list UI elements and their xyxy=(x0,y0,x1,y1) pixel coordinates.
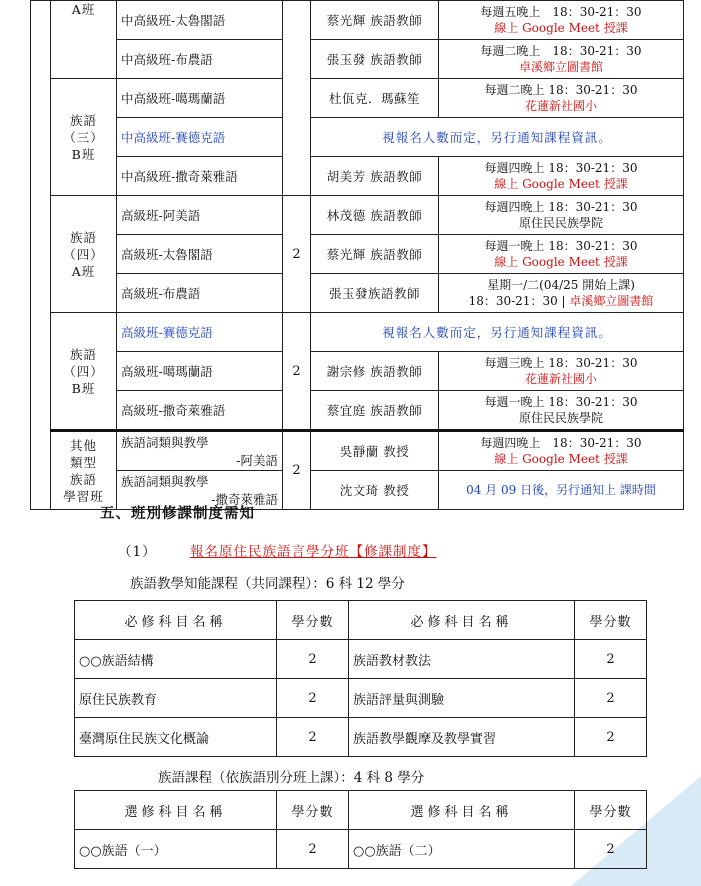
credit-cell: 2 xyxy=(575,640,647,679)
core-courses-subtitle: 族語教學知能課程（共同課程）：6 科 12 學分 xyxy=(130,576,405,592)
teacher-cell: 謝宗修 族語教師 xyxy=(311,352,439,391)
left-margin-cell xyxy=(31,1,51,510)
table-row xyxy=(31,196,684,235)
teacher-cell: 蔡光輝 族語教師 xyxy=(311,1,439,40)
credit-cell: 2 xyxy=(575,679,647,718)
course-cell: 中高級班-噶瑪蘭語 xyxy=(117,79,283,118)
course-name-cell: ○○族語（二） xyxy=(349,830,575,869)
course-cell: 中高級班-太魯閣語 xyxy=(117,1,283,40)
column-header: 學分數 xyxy=(277,601,349,640)
table-row xyxy=(31,391,684,431)
time-cell: 每週四晚上 18：30-21：30 線上 Google Meet 授課 xyxy=(439,157,684,196)
course-cell: 中高級班-撒奇萊雅語 xyxy=(117,157,283,196)
note-cell: 視報名人數而定，另行通知課程資訊。 xyxy=(311,313,684,352)
note-cell: 視報名人數而定，另行通知課程資訊。 xyxy=(311,118,684,157)
location-text: 花蓮新社國小 xyxy=(524,99,597,113)
table-row xyxy=(75,640,647,679)
language-courses-table xyxy=(74,790,647,869)
teacher-cell: 蔡光輝 族語教師 xyxy=(311,235,439,274)
time-cell: 星期一/二(04/25 開始上課) 18：30-21：30 | 卓溪鄉立圖書館 xyxy=(439,274,684,313)
course-name-cell: 族語教學觀摩及教學實習 xyxy=(349,718,575,757)
table-header-row xyxy=(75,791,647,830)
teacher-cell: 吳靜蘭 教授 xyxy=(311,431,439,471)
group-cell: A班 xyxy=(51,1,117,79)
teacher-cell: 沈文琦 教授 xyxy=(311,471,439,510)
course-cell: 高級班-布農語 xyxy=(117,274,283,313)
item-number: （1） xyxy=(118,544,157,560)
time-cell: 每週二晚上 18：30-21：30 卓溪鄉立圖書館 xyxy=(439,40,684,79)
credit-cell: 2 xyxy=(277,640,349,679)
column-header: 學分數 xyxy=(575,601,647,640)
course-cell: 族語詞類與教學 -阿美語 xyxy=(117,431,283,471)
location-text: 線上 Google Meet 授課 xyxy=(494,255,628,269)
column-header: 必修科目名稱 xyxy=(75,601,277,640)
time-cell: 每週一晚上 18：30-21：30 線上 Google Meet 授課 xyxy=(439,235,684,274)
table-row xyxy=(31,274,684,313)
group-cell: 族語 （三） B班 xyxy=(51,79,117,196)
time-cell: 每週二晚上 18：30-21：30 花蓮新社國小 xyxy=(439,79,684,118)
location-text: 線上 Google Meet 授課 xyxy=(494,177,628,191)
group-cell: 其他 類型 族語 學習班 xyxy=(51,431,117,510)
course-cell: 高級班-太魯閣語 xyxy=(117,235,283,274)
time-cell: 每週一晚上 18：30-21：30 原住民民族學院 xyxy=(439,391,684,431)
table-row xyxy=(31,118,684,157)
course-cell: 中高級班-賽德克語 xyxy=(117,118,283,157)
course-cell: 高級班-噶瑪蘭語 xyxy=(117,352,283,391)
item-title: 報名原住民族語言學分班【修課制度】 xyxy=(190,544,437,560)
core-courses-table xyxy=(74,600,647,757)
course-name-cell: ○○族語（一） xyxy=(75,830,277,869)
table-row xyxy=(31,157,684,196)
credit-cell: 2 xyxy=(283,196,311,313)
credit-cell: 2 xyxy=(283,313,311,431)
location-text: 線上 Google Meet 授課 xyxy=(494,452,628,466)
credit-cell: 2 xyxy=(277,830,349,869)
time-cell: 每週五晚上 18：30-21：30 線上 Google Meet 授課 xyxy=(439,1,684,40)
teacher-cell: 杜佤克．瑪蘇笙 xyxy=(311,79,439,118)
course-name-cell: ○○族語結構 xyxy=(75,640,277,679)
location-text: 原住民民族學院 xyxy=(518,216,603,230)
table-header-row xyxy=(75,601,647,640)
table-row xyxy=(75,718,647,757)
column-header: 選修科目名稱 xyxy=(349,791,575,830)
language-courses-subtitle: 族語課程（依族語別分班上課）：4 科 8 學分 xyxy=(158,770,425,786)
table-row xyxy=(31,40,684,79)
column-header: 學分數 xyxy=(575,791,647,830)
teacher-cell: 林茂德 族語教師 xyxy=(311,196,439,235)
table-row xyxy=(75,679,647,718)
time-cell: 每週三晚上 18：30-21：30 花蓮新社國小 xyxy=(439,352,684,391)
course-name-cell: 族語評量與測驗 xyxy=(349,679,575,718)
class-schedule-table xyxy=(30,0,684,510)
column-header: 選修科目名稱 xyxy=(75,791,277,830)
course-name-cell: 族語教材教法 xyxy=(349,640,575,679)
table-row xyxy=(31,313,684,352)
course-cell: 族語詞類與教學 -撒奇萊雅語 xyxy=(117,471,283,510)
credit-cell: 2 xyxy=(277,679,349,718)
location-text: 原住民民族學院 xyxy=(518,411,603,425)
teacher-cell: 張玉發族語教師 xyxy=(311,274,439,313)
location-text: 卓溪鄉立圖書館 xyxy=(518,60,603,74)
course-cell: 高級班-撒奇萊雅語 xyxy=(117,391,283,431)
table-row xyxy=(31,79,684,118)
credit-cell: 2 xyxy=(575,718,647,757)
credit-cell xyxy=(283,1,311,196)
course-cell: 中高級班-布農語 xyxy=(117,40,283,79)
teacher-cell: 胡美芳 族語教師 xyxy=(311,157,439,196)
credit-cell: 2 xyxy=(575,830,647,869)
note-cell: 04 月 09 日後，另行通知上 課時間 xyxy=(439,471,684,510)
time-cell: 每週四晚上 18：30-21：30 原住民民族學院 xyxy=(439,196,684,235)
course-name-cell: 臺灣原住民族文化概論 xyxy=(75,718,277,757)
table-row xyxy=(31,235,684,274)
location-text: 線上 Google Meet 授課 xyxy=(494,21,628,35)
credit-cell: 2 xyxy=(277,718,349,757)
course-cell: 高級班-賽德克語 xyxy=(117,313,283,352)
group-cell: 族語 （四） B班 xyxy=(51,313,117,431)
table-row xyxy=(31,352,684,391)
table-row xyxy=(75,830,647,869)
time-cell: 每週四晚上 18：30-21：30 線上 Google Meet 授課 xyxy=(439,431,684,471)
section-heading: 五、班別修課制度需知 xyxy=(100,505,255,522)
course-cell: 高級班-阿美語 xyxy=(117,196,283,235)
teacher-cell: 張玉發 族語教師 xyxy=(311,40,439,79)
course-name-cell: 原住民族教育 xyxy=(75,679,277,718)
credit-cell: 2 xyxy=(283,431,311,510)
location-text: 花蓮新社國小 xyxy=(524,372,597,386)
column-header: 學分數 xyxy=(277,791,349,830)
teacher-cell: 蔡宜庭 族語教師 xyxy=(311,391,439,431)
table-row xyxy=(31,431,684,471)
group-cell: 族語 （四） A班 xyxy=(51,196,117,313)
table-row xyxy=(31,1,684,40)
location-text: 卓溪鄉立圖書館 xyxy=(569,294,654,308)
column-header: 必修科目名稱 xyxy=(349,601,575,640)
